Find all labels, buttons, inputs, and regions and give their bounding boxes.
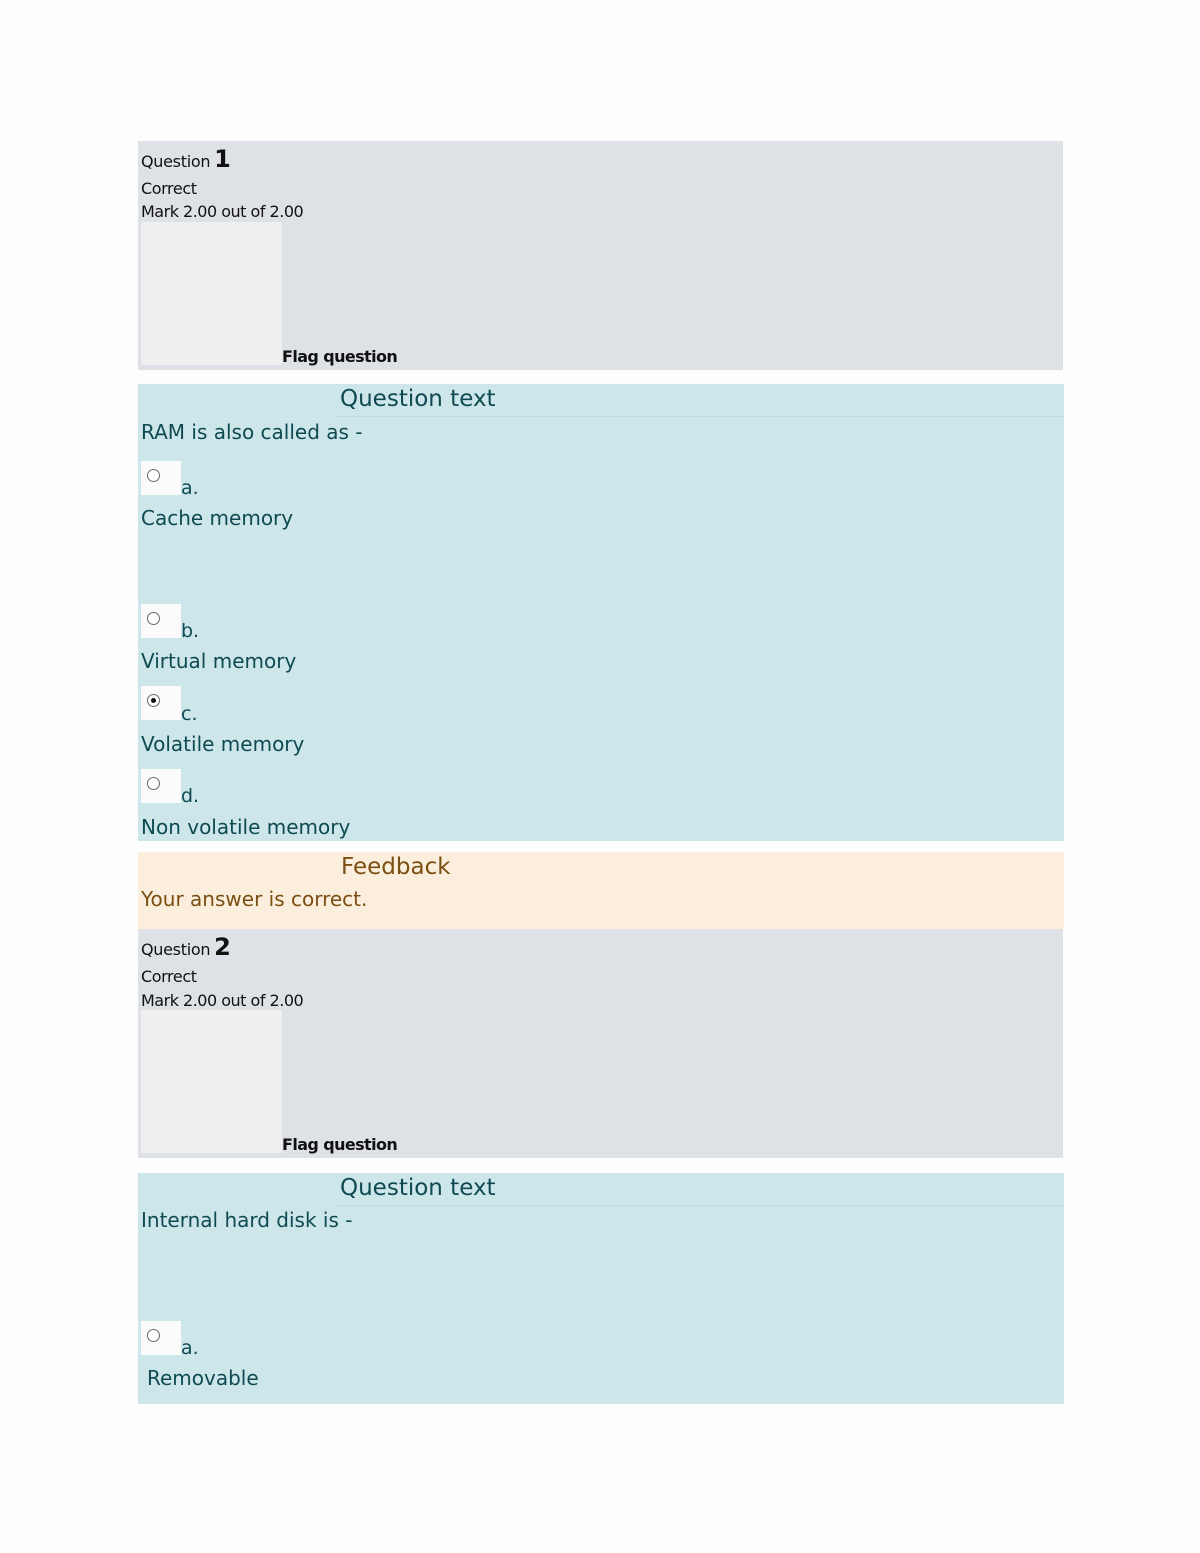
option-c-radio-box[interactable] — [141, 686, 181, 720]
question-number: 2 — [214, 933, 231, 961]
option-a-radio-box[interactable] — [141, 461, 181, 495]
question-2-state: Correct — [141, 967, 197, 986]
option-d-text[interactable]: Non volatile memory — [141, 815, 351, 839]
option-d-letter: d. — [181, 785, 200, 807]
question-2-info — [138, 929, 1063, 1158]
feedback-text: Your answer is correct. — [141, 887, 368, 911]
option-b-radio[interactable] — [147, 612, 160, 625]
option-a-letter: a. — [181, 477, 199, 499]
option-c-radio[interactable] — [147, 694, 160, 707]
question-1-content — [138, 384, 1064, 841]
option-a-letter: a. — [181, 1337, 199, 1359]
option-c-letter: c. — [181, 703, 198, 725]
question-label: Question — [141, 940, 211, 959]
option-a-radio[interactable] — [147, 469, 160, 482]
flag-icon[interactable] — [141, 222, 282, 365]
question-number: 1 — [214, 145, 231, 173]
option-b-letter: b. — [181, 620, 200, 642]
question-2-text: Internal hard disk is - — [141, 1208, 353, 1232]
option-a-text[interactable]: Removable — [147, 1366, 259, 1390]
question-1-text: RAM is also called as - — [141, 420, 363, 444]
flag-question-link[interactable]: Flag question — [282, 1135, 398, 1154]
option-b-radio-box[interactable] — [141, 604, 181, 638]
question-1-info — [138, 141, 1063, 370]
option-a-radio-box[interactable] — [141, 1321, 181, 1355]
option-a-text[interactable]: Cache memory — [141, 506, 294, 530]
question-1-grade: Mark 2.00 out of 2.00 — [141, 202, 304, 221]
question-1-state: Correct — [141, 179, 197, 198]
option-a-radio[interactable] — [147, 1329, 160, 1342]
question-2-content — [138, 1173, 1064, 1404]
question-1-number — [141, 145, 231, 173]
flag-question-link[interactable]: Flag question — [282, 347, 398, 366]
option-d-radio[interactable] — [147, 777, 160, 790]
flag-icon[interactable] — [141, 1010, 282, 1153]
feedback-heading: Feedback — [341, 854, 451, 880]
question-text-heading: Question text — [336, 384, 1064, 417]
question-2-grade: Mark 2.00 out of 2.00 — [141, 991, 304, 1010]
option-b-text[interactable]: Virtual memory — [141, 649, 297, 673]
question-label: Question — [141, 152, 211, 171]
feedback-panel — [138, 852, 1064, 929]
option-d-radio-box[interactable] — [141, 769, 181, 803]
option-c-text[interactable]: Volatile memory — [141, 732, 305, 756]
question-2-number — [141, 933, 231, 961]
question-text-heading: Question text — [336, 1173, 1064, 1206]
